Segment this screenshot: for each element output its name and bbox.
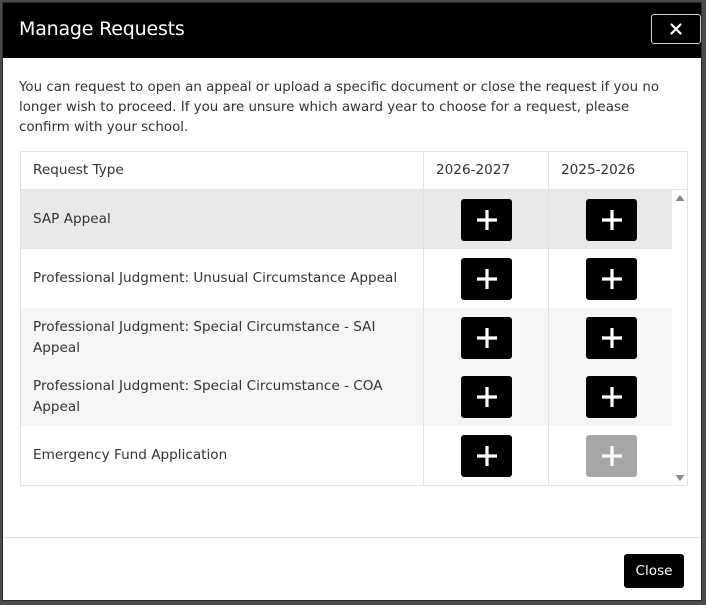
- add-button-2025-2026[interactable]: [586, 317, 637, 359]
- column-divider: [423, 190, 424, 249]
- header-year-2026-2027: 2026-2027: [436, 162, 511, 178]
- plus-icon: [474, 384, 500, 410]
- close-x-button[interactable]: [651, 14, 701, 44]
- requests-table: [20, 151, 688, 486]
- column-divider: [548, 367, 549, 426]
- table-row: [21, 426, 672, 485]
- add-button-2025-2026[interactable]: [586, 199, 637, 241]
- request-type-label: SAP Appeal: [33, 211, 111, 227]
- request-type-label: Emergency Fund Application: [33, 447, 228, 463]
- plus-icon: [599, 443, 625, 469]
- close-icon: [670, 23, 682, 35]
- plus-icon: [474, 443, 500, 469]
- column-divider: [423, 249, 424, 308]
- plus-icon: [599, 384, 625, 410]
- plus-icon: [599, 207, 625, 233]
- add-button-2026-2027[interactable]: [461, 199, 512, 241]
- caret-up-icon[interactable]: [675, 194, 685, 202]
- column-divider: [423, 367, 424, 426]
- column-divider: [423, 426, 424, 485]
- column-divider: [548, 190, 549, 249]
- request-type-label: Professional Judgment: Special Circumstance - COA Appeal: [33, 377, 383, 415]
- add-button-2026-2027[interactable]: [461, 376, 512, 418]
- column-divider: [423, 152, 424, 189]
- dialog-title: Manage Requests: [19, 18, 185, 40]
- add-button-2026-2027[interactable]: [461, 258, 512, 300]
- request-type-label: Professional Judgment: Unusual Circumstance Appeal: [33, 270, 398, 286]
- request-type-label: Professional Judgment: Special Circumstance - SAI Appeal: [33, 318, 376, 356]
- column-divider: [423, 308, 424, 367]
- header-year-2025-2026: 2025-2026: [561, 162, 636, 178]
- table-row: [21, 249, 672, 308]
- column-divider: [548, 426, 549, 485]
- table-row: [21, 308, 672, 367]
- table-row: [21, 190, 672, 249]
- table-header: [21, 152, 687, 190]
- footer-divider: [3, 537, 701, 538]
- dialog-description: You can request to open an appeal or upload a specific document or close the request if you no longer wish to proceed. If you are unsure which award year to choose for a request, please confirm with your school.: [19, 80, 660, 135]
- add-button-2025-2026[interactable]: [586, 258, 637, 300]
- plus-icon: [599, 325, 625, 351]
- table-body: [21, 190, 672, 486]
- add-button-2025-2026[interactable]: [586, 376, 637, 418]
- column-divider: [548, 308, 549, 367]
- plus-icon: [599, 266, 625, 292]
- column-divider: [548, 249, 549, 308]
- table-row: [21, 367, 672, 426]
- plus-icon: [474, 266, 500, 292]
- dialog-header: [3, 3, 701, 58]
- plus-icon: [474, 325, 500, 351]
- add-button-2026-2027[interactable]: [461, 435, 512, 477]
- column-divider: [548, 152, 549, 189]
- add-button-2026-2027[interactable]: [461, 317, 512, 359]
- table-scrollbar[interactable]: [673, 190, 687, 486]
- header-request-type: Request Type: [33, 162, 124, 178]
- caret-down-icon[interactable]: [675, 474, 685, 482]
- add-button-2025-2026: [586, 435, 637, 477]
- close-button[interactable]: Close: [624, 554, 684, 588]
- manage-requests-dialog: [2, 2, 702, 601]
- plus-icon: [474, 207, 500, 233]
